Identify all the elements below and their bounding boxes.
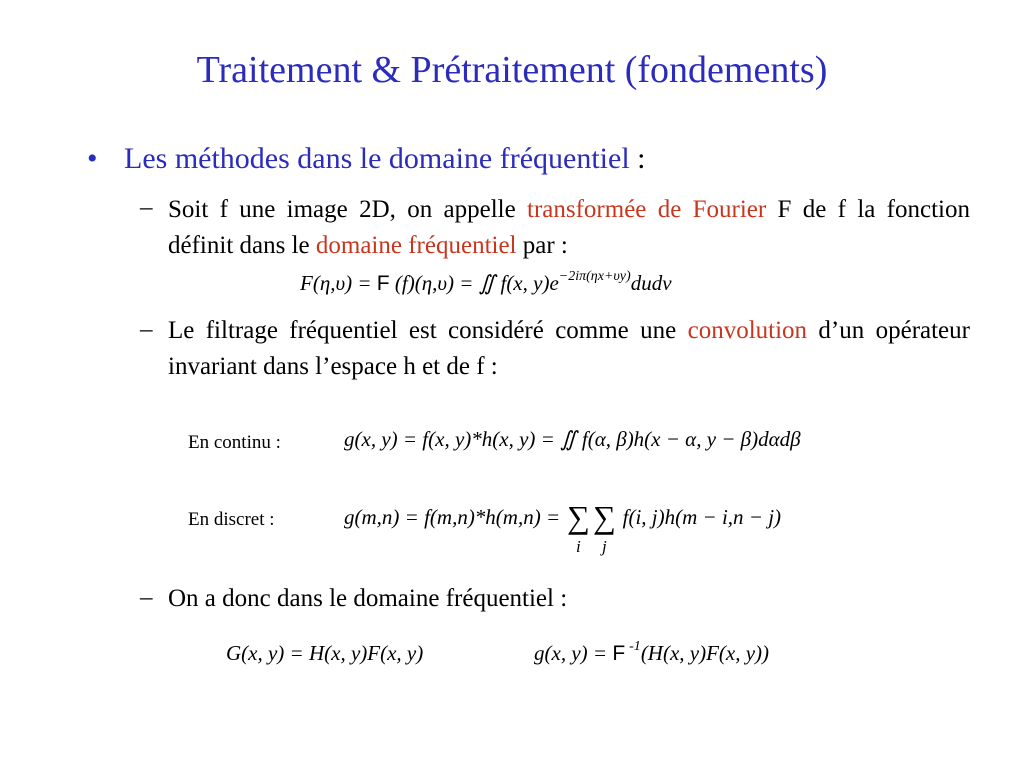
inverse-lhs: g(x, y) = bbox=[534, 641, 613, 665]
sub-bullet-3: On a donc dans le domaine fréquentiel : bbox=[168, 585, 568, 612]
sub2-text-1: Le filtrage fréquentiel est considéré comme une bbox=[168, 317, 688, 344]
sub-bullet-1-dash: – bbox=[140, 194, 153, 221]
sub1-highlight-fourier: transformée de Fourier bbox=[527, 196, 767, 223]
sum-i-symbol: ∑ bbox=[566, 499, 590, 535]
sub-bullet-2 bbox=[168, 313, 970, 385]
sum-j bbox=[591, 499, 617, 556]
frequency-product-equation: G(x, y) = H(x, y)F(x, y) bbox=[226, 641, 424, 665]
sub2-text-2: d’un opérateur invariant dans l’espace h et de f : bbox=[168, 317, 970, 380]
continuous-equation: g(x, y) = f(x, y)*h(x, y) = ∬ f(α, β)h(x − α, y − β)dαdβ bbox=[344, 427, 801, 451]
bullet-heading: Les méthodes dans le domaine fréquentiel bbox=[124, 142, 630, 175]
sum-j-index: j bbox=[602, 537, 607, 556]
sub-bullet-3-dash: – bbox=[140, 584, 153, 611]
sub1-highlight-domain: domaine fréquentiel bbox=[315, 232, 517, 259]
fourier-lhs: F(η,υ) = bbox=[300, 271, 377, 295]
sub1-text-3: par : bbox=[516, 232, 568, 259]
fourier-mid: (f)(η,υ) = ∬ f(x, y)e bbox=[389, 271, 559, 295]
bullet-text bbox=[124, 142, 646, 176]
bullet-dot: • bbox=[87, 142, 98, 175]
sum-i bbox=[565, 499, 591, 556]
sub-bullet-1 bbox=[168, 192, 970, 264]
sum-j-symbol: ∑ bbox=[592, 499, 616, 535]
slide-title: Traitement & Prétraitement (fondements) bbox=[196, 49, 828, 91]
discrete-equation bbox=[344, 499, 782, 556]
discrete-label: En discret : bbox=[188, 509, 275, 530]
discrete-lhs: g(m,n) = f(m,n)*h(m,n) = bbox=[344, 505, 566, 529]
fourier-script-f: F bbox=[376, 272, 390, 295]
fourier-tail: dudv bbox=[630, 271, 672, 295]
continuous-label: En continu : bbox=[188, 432, 281, 453]
inverse-script-f: F bbox=[612, 642, 626, 665]
discrete-rhs: f(i, j)h(m − i,n − j) bbox=[622, 505, 782, 529]
inverse-fourier-equation bbox=[534, 641, 769, 666]
sum-i-index: i bbox=[576, 537, 581, 556]
sub-bullet-2-dash: – bbox=[140, 316, 153, 343]
sub2-highlight-convolution: convolution bbox=[687, 317, 808, 344]
fourier-equation bbox=[300, 271, 672, 296]
inverse-exponent: -1 bbox=[629, 639, 641, 654]
inverse-rhs: (H(x, y)F(x, y)) bbox=[640, 641, 770, 665]
sub1-text-2: F de f la fonction définit dans le bbox=[168, 196, 970, 259]
bullet-colon: : bbox=[629, 142, 646, 175]
sub1-text-1: Soit f une image 2D, on appelle bbox=[168, 196, 528, 223]
fourier-exponent: −2iπ(ηx+υy) bbox=[558, 269, 631, 284]
